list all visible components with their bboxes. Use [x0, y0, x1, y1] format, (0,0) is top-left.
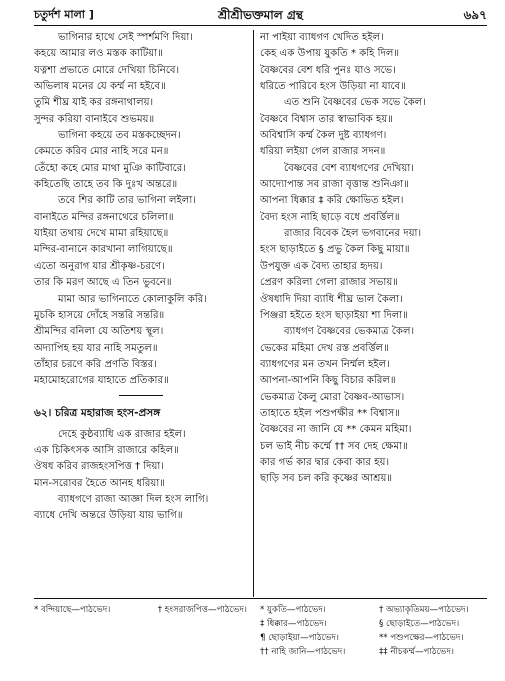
- verse-line: আপনা-আপনি কিছু বিচার করিল॥: [260, 375, 396, 387]
- verse-line: কেমতে করিব মোর নাহি সরে মন॥: [34, 146, 169, 158]
- verse-line: তবে শির কাটি তার ভাগিনা লইলা।: [58, 195, 196, 207]
- verse-line: হংস ছাড়াইতে § প্রভু কৈল কিছু মায়া॥: [260, 244, 410, 256]
- verse-line: অদ্যাপিহ হয় যার নাহি সমতুল॥: [34, 342, 158, 354]
- verse-line: ঔষধাদি দিয়া ব্যাধি শীঘ্র ভাল কৈলা।: [260, 293, 403, 305]
- section-separator: [119, 395, 163, 396]
- header-rule: [34, 25, 487, 26]
- footnotes-right: [260, 603, 492, 659]
- verse-line: বৈষ্ণবে বিশ্বাস তার স্বাভাবিক হয়॥: [260, 113, 393, 125]
- verse-line: রাজার বিবেক হৈল ভগবানের দয়া।: [284, 228, 422, 240]
- footnote-rule: [34, 598, 487, 599]
- verse-line: তেঁহো কহে মোর মাথা মুঞি কাটিবারে।: [34, 162, 186, 174]
- verse-line: মামা আর ভাগিনাতে কোলাকুলি করি।: [58, 293, 207, 305]
- footnote: † হংসরাজপিত্ত—পাঠভেদ।: [157, 605, 247, 615]
- verse-line: বৈষ্ণবের বেশ ধরি পুনঃ যাও সভে।: [260, 64, 396, 76]
- verse-line: এত শুনি বৈষ্ণবের ভেক সভে কৈল।: [284, 97, 426, 109]
- left-column: [34, 30, 247, 525]
- chapter-label: চতুর্দশ মালা ]: [34, 8, 94, 21]
- verse-line: দেহে কুষ্ঠব্যাধি এক রাজার হইল।: [58, 428, 186, 440]
- verse-line: ধরিয়া লইয়া গেল রাজার সদন॥: [260, 146, 386, 158]
- footnote: * যুকতি—পাঠভেদ।: [260, 605, 326, 615]
- footnote: ¶ ছোড়াইয়া—পাঠভেদ।: [260, 633, 339, 643]
- verse-line: ব্যাধগণের মন তখন নির্ম্মল হইল।: [260, 358, 390, 370]
- verse-line: ধরিতে পারিবে হংস উড়িয়া না যাবে॥: [260, 81, 406, 93]
- verse-line: যত্নশা প্রভাতে মোরে দেখিয়া চিনিবে।: [34, 64, 180, 76]
- verse-line: মহামোহরোগের যাহাতে প্রতিকার॥: [34, 375, 169, 387]
- right-column: [260, 30, 492, 488]
- verse-line: পিঞ্জরা হইতে হংস ছাড়াইয়া শা দিলা॥: [260, 309, 408, 321]
- footnote: ‡ ধিক্কার—পাঠভেদ।: [260, 619, 327, 629]
- footnote: † অভ্যাকৃতিময়—পাঠভেদ।: [379, 605, 469, 615]
- verse-line: আদ্যোপান্ত সব রাজা বৃত্তান্ত শুনিঞা॥: [260, 179, 409, 191]
- verse-line: না পাইয়া ব্যাধগণ খেদিত হইল।: [260, 32, 384, 43]
- verse-line: এতো অনুরাগ যার শ্রীকৃষ্ণ-চরণে।: [34, 260, 165, 272]
- verse-line: কহিতেছি তাহে তব কি দুঃখ অন্তরে॥: [34, 179, 178, 191]
- book-title: শ্রীশ্রীভক্তমাল গ্রন্থ: [218, 8, 303, 22]
- verse-line: ভেকমাত্র কৈলু মোরা বৈষ্ণব-আভাস।: [260, 391, 405, 403]
- verse-line: ভেকের মহিমা দেখ রস্ত প্রবর্ত্তিল॥: [260, 342, 389, 354]
- verse-line: বৈষ্ণবের না জানি যে ** কেমন মহিমা।: [260, 424, 412, 436]
- verse-line: তাঁহার চরণে করি প্রণতি বিস্তর।: [34, 358, 157, 370]
- footnote: § ছোড়াইতে—পাঠভেদ।: [379, 619, 460, 629]
- verse-line: যাইয়া তথায় দেখে মামা রহিয়াছে॥: [34, 228, 169, 240]
- verse-line: এক চিকিৎসক আসি রাজারে কহিল॥: [34, 444, 179, 456]
- verse-line: তাহাতে হইল পশুপক্ষীর ** বিশ্বাস॥: [260, 407, 400, 419]
- verse-line: কার গর্ভ কার দ্বার কেবা কার হয়।: [260, 456, 390, 468]
- page-header: [34, 6, 487, 24]
- verse-line: কেহ এক উপায় যুকতি * কহি দিল॥: [260, 48, 400, 60]
- verse-line: মুচকি হাসয়ে দোঁহে সন্তরি সন্তরি॥: [34, 309, 165, 321]
- verse-line: মন্দির-বানানে কারখানা লাগিয়াছে॥: [34, 244, 173, 256]
- verse-line: ঔষধ করিব রাজহংসপিত্ত † দিয়া।: [34, 461, 164, 473]
- section-heading: ৬২। চরিত্র মহারাজ হংস-প্রসঙ্গ: [34, 406, 161, 419]
- verse-line: অবিশ্বাসি কর্ম্ম কৈল দুষ্ট ব্যাধগণ।: [260, 130, 387, 142]
- verse-line: মান-সরোবর হৈতে আনহ ধরিয়া॥: [34, 477, 165, 489]
- footnote: * বন্দিয়াছে—পাঠভেদ।: [34, 605, 111, 615]
- verse-line: ব্যাধে দেখি অন্তরে উড়িয়া যায় ভাগি॥: [34, 510, 183, 522]
- footnote: ‡‡ নীচকর্ম্ম—পাঠভেদ।: [379, 647, 454, 657]
- footnote: †† নাহি জানি—পাঠভেদ।: [260, 647, 346, 657]
- verse-line: ব্যাধগণে রাজা আজ্ঞা দিল হংস লাগি।: [58, 493, 209, 505]
- verse-line: ছাড়ি সব চল করি কৃষ্ণের আশ্রয়॥: [260, 473, 393, 485]
- verse-line: ব্যাধগণ বৈষ্ণবের ভেকমাত্র কৈল।: [284, 326, 415, 338]
- verse-line: বৈষ্ণবের বেশ ব্যাধগণের দেখিয়া।: [284, 162, 414, 174]
- column-divider: [253, 30, 254, 597]
- verse-line: আপনা ধিক্কার ‡ করি ক্ষোভিত হইল।: [260, 195, 404, 207]
- verse-line: উপযুক্ত এক বৈদ্য তাহার হৃদয়।: [260, 260, 383, 272]
- verse-line: বানাইতে মন্দির রঙ্গনাথেরে চলিলা॥: [34, 211, 174, 223]
- verse-line: শ্রীমন্দির বনিলা যে অতিশয় স্থূল।: [34, 326, 164, 338]
- verse-line: সুন্দর করিয়া বানাইবে শুভময়॥: [34, 113, 155, 125]
- footnote: ** পশুপক্ষের—পাঠভেদ।: [379, 633, 464, 643]
- verse-line: কহয়ে আমার লও মস্তক কাটিয়া॥: [34, 48, 163, 60]
- footnotes-left: [34, 603, 247, 617]
- verse-line: চল ভাই নীচ কর্ম্মে †† সব দেহ ক্ষেমা॥: [260, 440, 408, 452]
- verse-line: তার কি মরণ আছে এ তিন ভুবনে॥: [34, 277, 172, 289]
- verse-line: বৈদ্য হংস নাহি ছাড়ে বধে প্রবর্ত্তিল॥: [260, 211, 400, 223]
- verse-line: প্রেরণ করিলা গেলা রাজার সভায়॥: [260, 277, 398, 289]
- verse-line: ভাগিনার হাথে সেই স্পর্শমণি দিয়া।: [58, 32, 193, 43]
- verse-line: অভিলাষ মনের যে কর্ম্ম না হইবে॥: [34, 81, 166, 93]
- verse-line: ভাগিনা কহয়ে তব মস্তকচ্ছেদন।: [58, 130, 181, 142]
- page-number: ৬৯৭: [463, 8, 487, 22]
- verse-line: তুমি শীঘ্র যাই কর রঙ্গনাথালয়।: [34, 97, 154, 109]
